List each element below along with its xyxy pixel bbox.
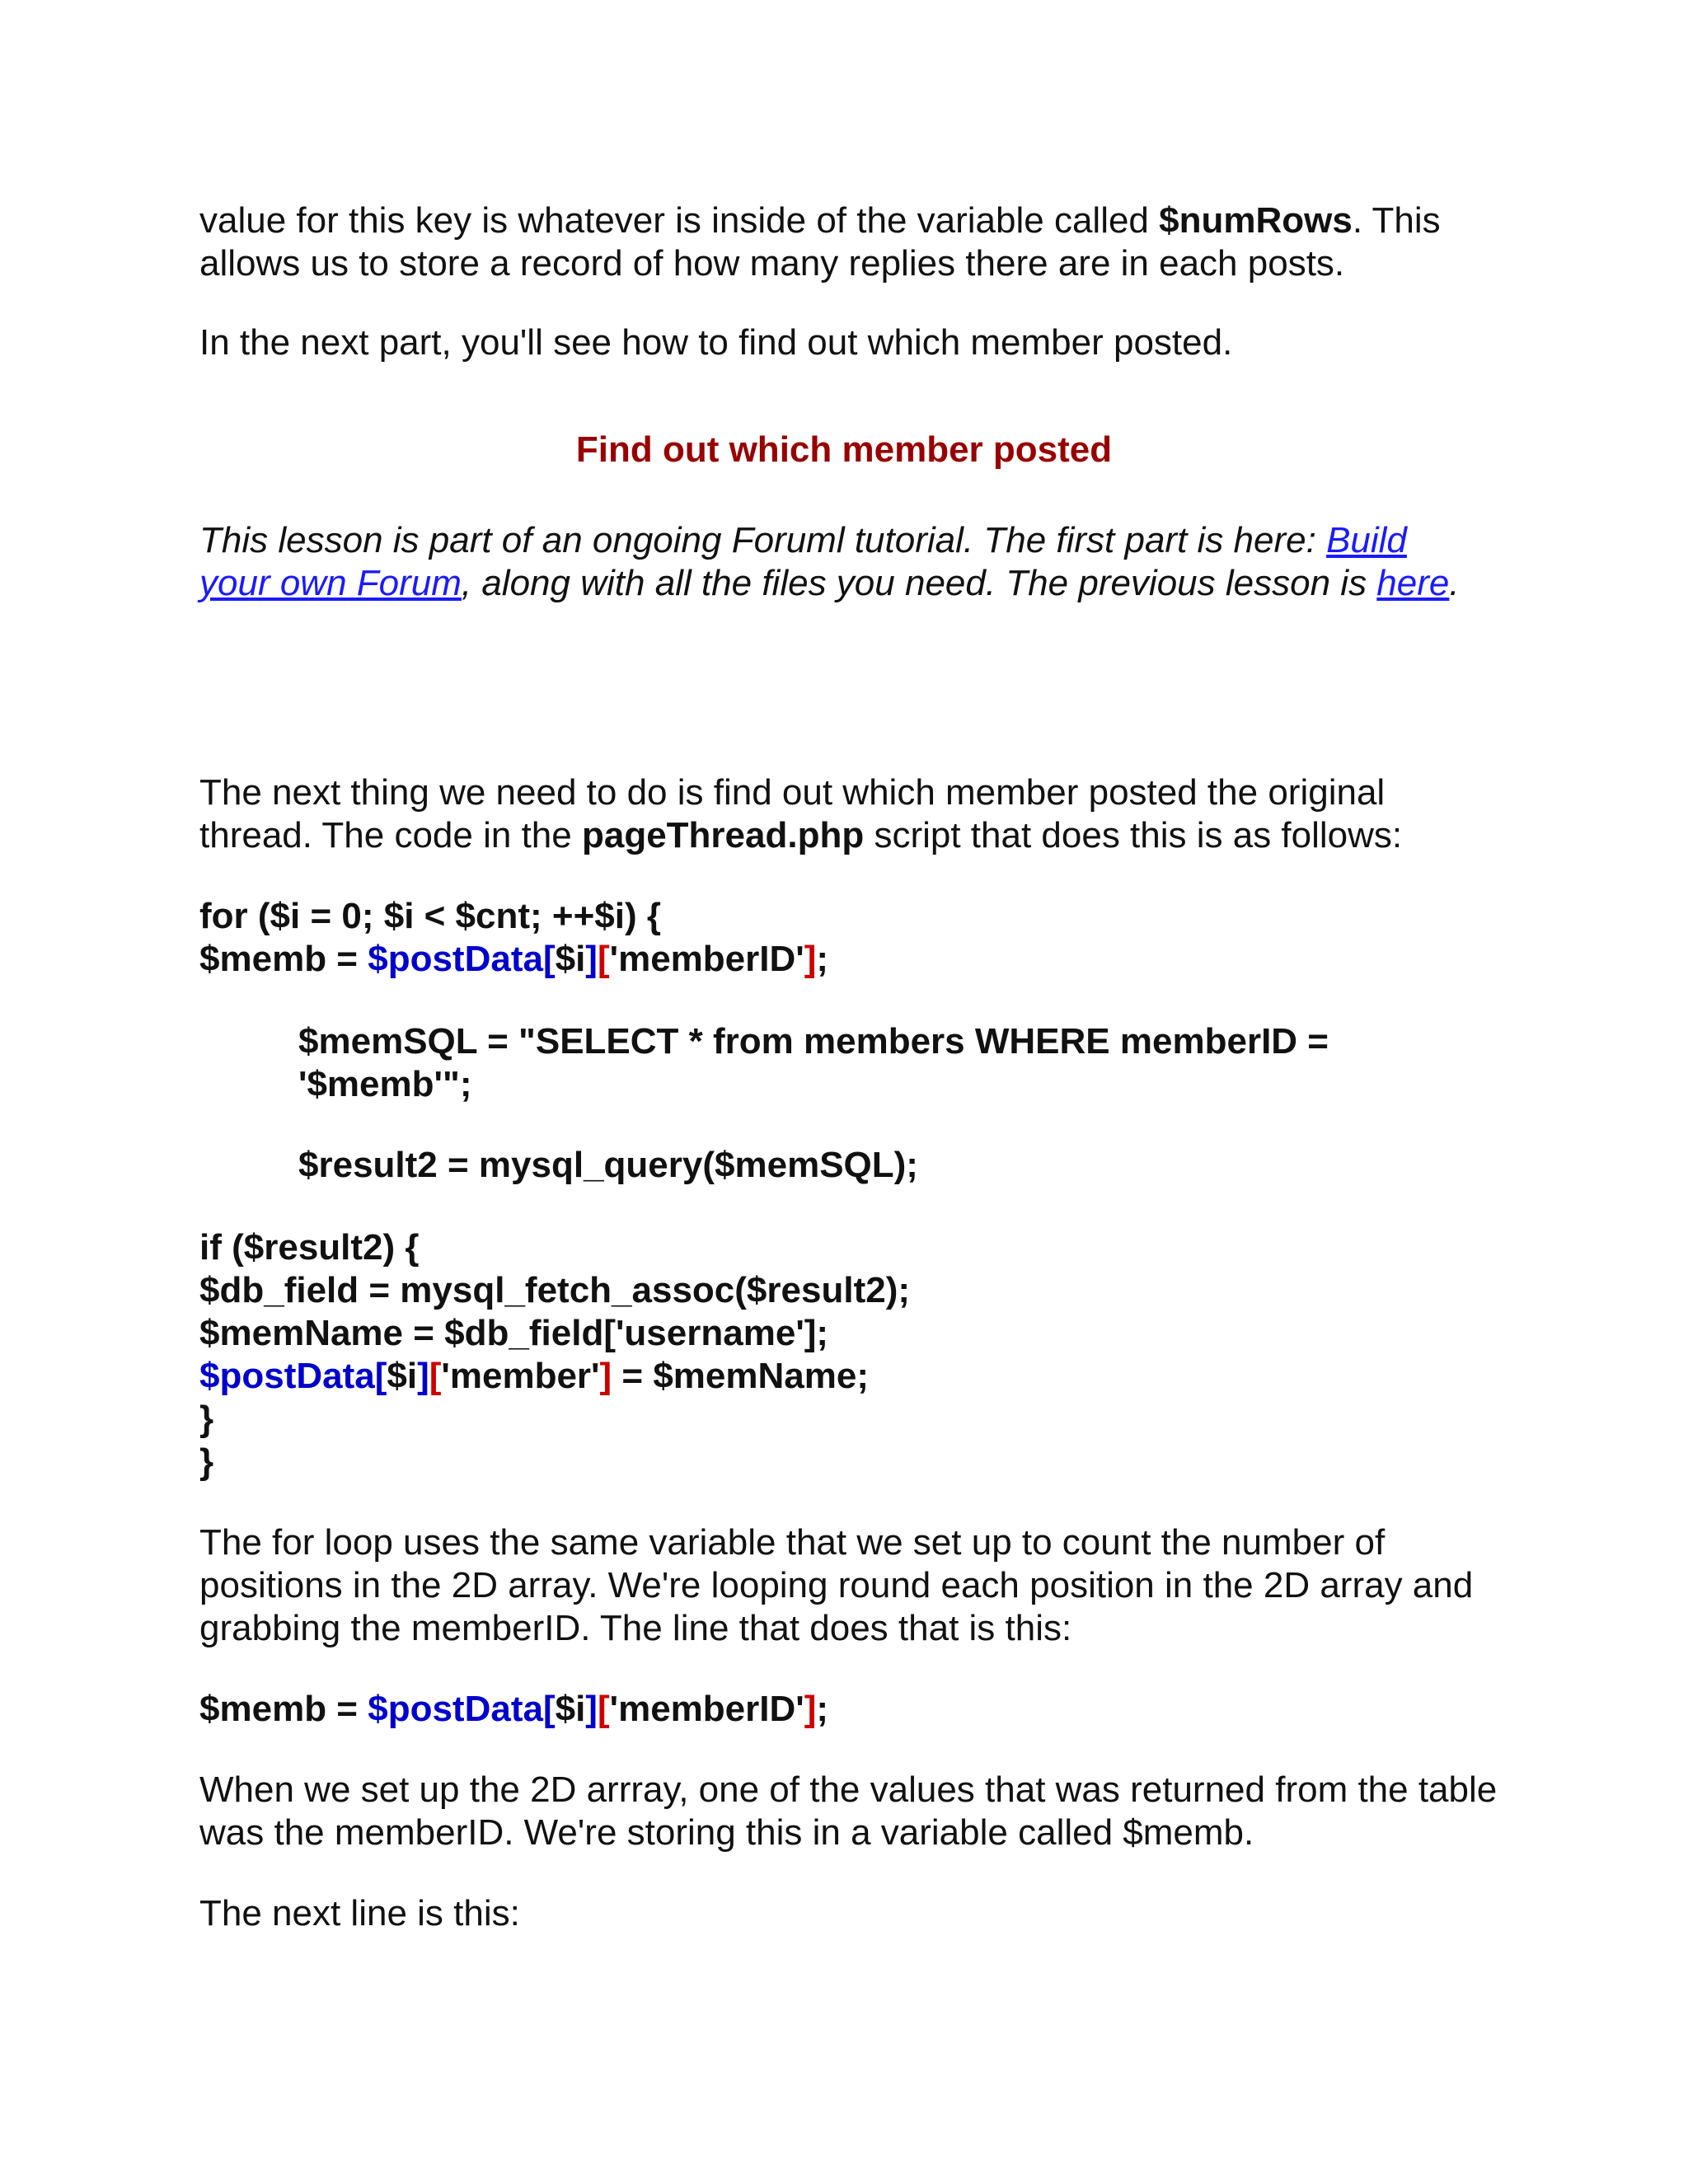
build-forum-link[interactable]: Build your own Forum xyxy=(199,520,1407,603)
code-token: 'memberID' xyxy=(609,939,804,979)
code-token: $i xyxy=(555,1689,586,1729)
code-token: $postData xyxy=(368,1689,543,1729)
code-token: [ xyxy=(374,1356,387,1396)
code-token: [ xyxy=(429,1356,442,1396)
code-token: = $memName; xyxy=(612,1356,869,1396)
code-token: [ xyxy=(542,1689,556,1729)
code-token: $i xyxy=(387,1356,418,1396)
code-line-memname: $memName = $db_field['username']; xyxy=(199,1313,829,1353)
paragraph-numrows xyxy=(199,199,1502,285)
code-token: ; xyxy=(816,1689,829,1729)
intro-paragraph xyxy=(199,519,1469,605)
code-token: ] xyxy=(585,1689,598,1729)
paragraph-next-line: The next line is this: xyxy=(199,1893,520,1933)
code-line-close-for: } xyxy=(199,1441,214,1482)
code-token: [ xyxy=(542,939,556,979)
code-line-memb xyxy=(199,938,1502,981)
code-token: ] xyxy=(585,939,598,979)
code-line-postdata-member xyxy=(199,1355,1502,1398)
paragraph-text: script that does this is as follows: xyxy=(864,815,1403,855)
intro-text: , along with all the files you need. The previous lesson is xyxy=(461,563,1377,603)
code-token: 'memberID' xyxy=(609,1689,804,1729)
code-token: ] xyxy=(804,939,817,979)
code-line-close-if: } xyxy=(199,1399,214,1439)
paragraph-text: value for this key is whatever is inside of the variable called xyxy=(199,200,1160,241)
code-token: $i xyxy=(555,939,586,979)
code-token: 'member' xyxy=(441,1356,600,1396)
paragraph-setup: When we set up the 2D arrray, one of the values that was returned from the table was the memberID. We're storing this in a variable called $memb. xyxy=(199,1769,1498,1853)
code-line-result2: $result2 = mysql_query($memSQL); xyxy=(298,1145,918,1185)
code-token: [ xyxy=(597,1689,610,1729)
code-token: $memb = xyxy=(199,1689,368,1729)
code-line-if: if ($result2) { xyxy=(199,1227,420,1268)
code-token: $postData xyxy=(368,939,543,979)
code-token: $postData xyxy=(199,1356,375,1396)
code-line-memb-repeat xyxy=(199,1688,1502,1731)
code-token: ] xyxy=(417,1356,429,1396)
script-name: pageThread.php xyxy=(581,815,865,855)
paragraph-next-thing xyxy=(199,771,1502,857)
code-token: ; xyxy=(816,939,829,979)
section-heading: Find out which member posted xyxy=(575,429,1113,470)
previous-lesson-link[interactable]: here xyxy=(1376,563,1450,603)
intro-text: . xyxy=(1449,563,1460,603)
code-line-db-field: $db_field = mysql_fetch_assoc($result2); xyxy=(199,1270,910,1310)
paragraph-text: . This allows us to store a record of how many replies there are in each posts. xyxy=(199,200,1441,284)
code-token: [ xyxy=(597,939,610,979)
paragraph-text: The next thing we need to do is find out which member posted the original thread. The code in the xyxy=(199,772,1386,855)
code-line-memsql-cont: '$memb'"; xyxy=(298,1064,472,1104)
paragraph-next-part: In the next part, you'll see how to find out which member posted. xyxy=(199,322,1233,363)
code-token: ] xyxy=(804,1689,817,1729)
code-token: ] xyxy=(599,1356,612,1396)
code-token: $memb = xyxy=(199,939,368,979)
code-line-for: for ($i = 0; $i < $cnt; ++$i) { xyxy=(199,896,661,936)
paragraph-for-loop: The for loop uses the same variable that we set up to count the number of positions in the 2D array. We're looping round each position in the 2D array and grabbing the memberID. The line that does that is this: xyxy=(199,1522,1474,1648)
intro-text: This lesson is part of an ongoing Foruml tutorial. The first part is here: xyxy=(199,520,1327,560)
variable-name: $numRows xyxy=(1159,200,1353,241)
code-line-memsql: $memSQL = "SELECT * from members WHERE memberID = xyxy=(298,1021,1329,1062)
